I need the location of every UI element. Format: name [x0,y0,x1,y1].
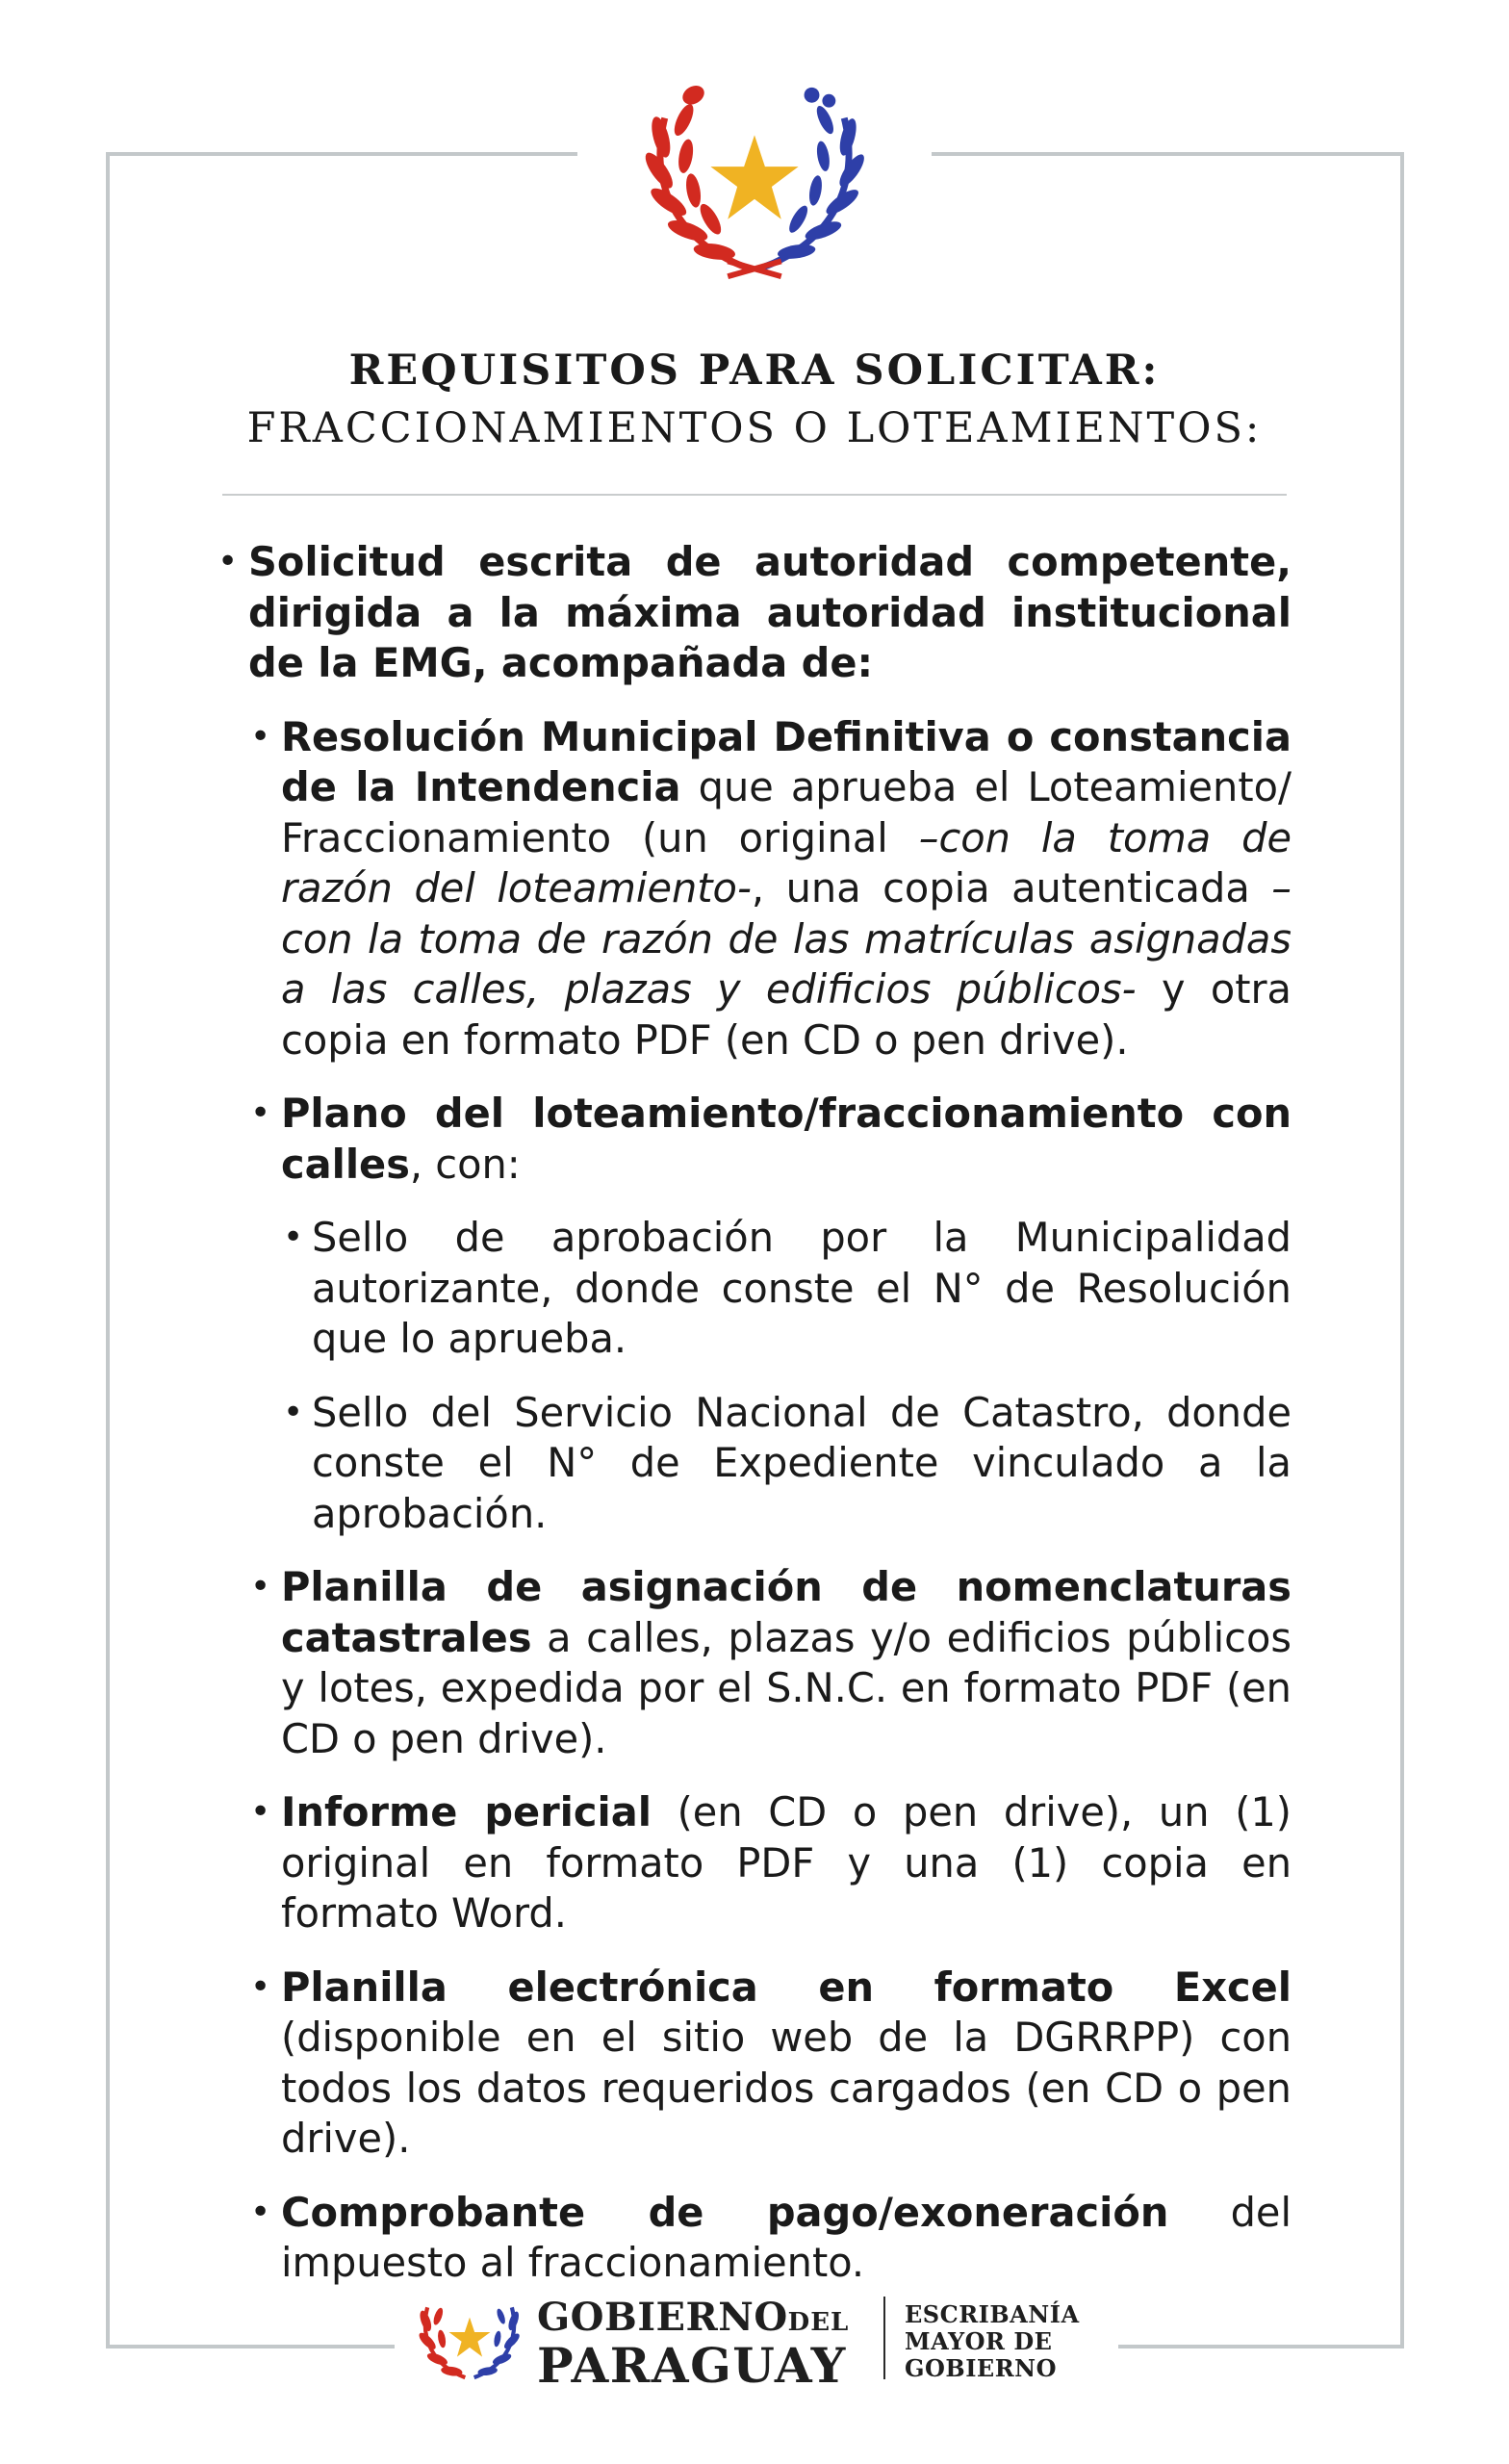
resolucion-italic-2: –con la toma de razón de las matrículas asignadas a las calles, plazas y edificios públicos- [281,864,1292,1013]
resolucion-text-3: y otra copia en formato PDF (en CD o pen drive). [281,965,1292,1064]
planilla-excel-text: (disponible en el sitio web de la DGRRPP) con todos los datos requeridos cargados (en CD o pen drive). [281,2014,1292,2162]
list-subitem-sello-catastro [283,1388,1292,1540]
resolucion-text-2: , una copia autenticada [751,864,1272,911]
intro-text: Solicitud escrita de autoridad competente, dirigida a la máxima autoridad institucional de la EMG, acompañada de: [248,538,1292,686]
resolucion-text-1: que aprueba el Loteamiento/ Fraccionamiento (un original [281,763,1292,861]
planilla-asignacion-bold: Planilla de asignación de nomenclaturas catastrales [281,1563,1292,1661]
comprobante-text: del impuesto al fraccionamiento. [281,2188,1292,2286]
gov-logo-line-2: PARAGUAY [537,2337,847,2394]
seal-ribbon [728,261,781,276]
list-item-intro [217,537,1292,689]
footer [0,2283,1509,2394]
list-item-planilla-asignacion [250,1562,1292,1764]
bullet: • [250,1567,271,1606]
bullet: • [250,1792,271,1832]
informe-text: (en CD o pen drive), un (1) original en formato PDF y una (1) copia en formato Word. [281,1788,1292,1937]
planilla-excel-bold: Planilla electrónica en formato Excel [281,1963,1292,2011]
list-item-plano [250,1089,1292,1190]
list-subitem-sello-municipal [283,1213,1292,1365]
list-item-planilla-excel [250,1963,1292,2165]
list-item-informe [250,1787,1292,1939]
bullet: • [250,1093,271,1133]
planilla-asignacion-text: a calles, plazas y/o edificios públicos y lotes, expedida por el S.N.C. en formato PDF (en CD o pen drive). [281,1613,1292,1762]
title-divider [222,494,1287,496]
bullet: • [283,1218,304,1257]
frame-top-right [932,152,1404,156]
bullet: • [283,1392,304,1432]
gov-del: DEL [787,2308,850,2337]
bullet: • [250,1966,271,2007]
sello-municipal-text: Sello de aprobación por la Municipalidad autorizante, donde conste el N° de Resolución que lo aprueba. [312,1214,1292,1362]
bullet: • [217,542,239,581]
agency-line-3: GOBIERNO [905,2354,1057,2382]
frame-left [106,152,110,2348]
footer-separator [883,2297,885,2379]
page-subtitle: FRACCIONAMIENTOS O LOTEAMIENTOS: [246,404,1263,452]
seal-star [710,135,798,218]
informe-bold: Informe pericial [281,1788,652,1835]
plano-bold: Plano del loteamiento/fraccionamiento con calles [281,1090,1292,1188]
page-title: REQUISITOS PARA SOLICITAR: [348,346,1161,395]
national-seal-icon [416,2289,524,2389]
agency-line-2: MAYOR DE [905,2327,1053,2355]
frame-right [1400,152,1404,2348]
requirements-list [217,537,1292,2289]
gov-word: GOBIERNO [537,2295,788,2340]
resolucion-bold: Resolución Municipal Definitiva o constancia de la Intendencia [281,712,1292,810]
bullet: • [250,2192,271,2232]
sello-catastro-text: Sello del Servicio Nacional de Catastro, donde conste el N° de Expediente vinculado a la aprobación. [312,1388,1292,1537]
gov-logo-line-1 [537,2295,849,2340]
resolucion-italic-1: –con la toma de razón del loteamiento- [281,813,1292,911]
list-item-resolucion [250,712,1292,1066]
bullet: • [250,716,271,757]
frame-top-left [106,152,577,156]
agency-line-1: ESCRIBANÍA [905,2300,1080,2328]
comprobante-bold: Comprobante de pago/exoneración [281,2188,1169,2236]
plano-text: , con: [409,1140,521,1188]
list-item-comprobante [250,2188,1292,2289]
national-seal-icon [640,79,869,291]
